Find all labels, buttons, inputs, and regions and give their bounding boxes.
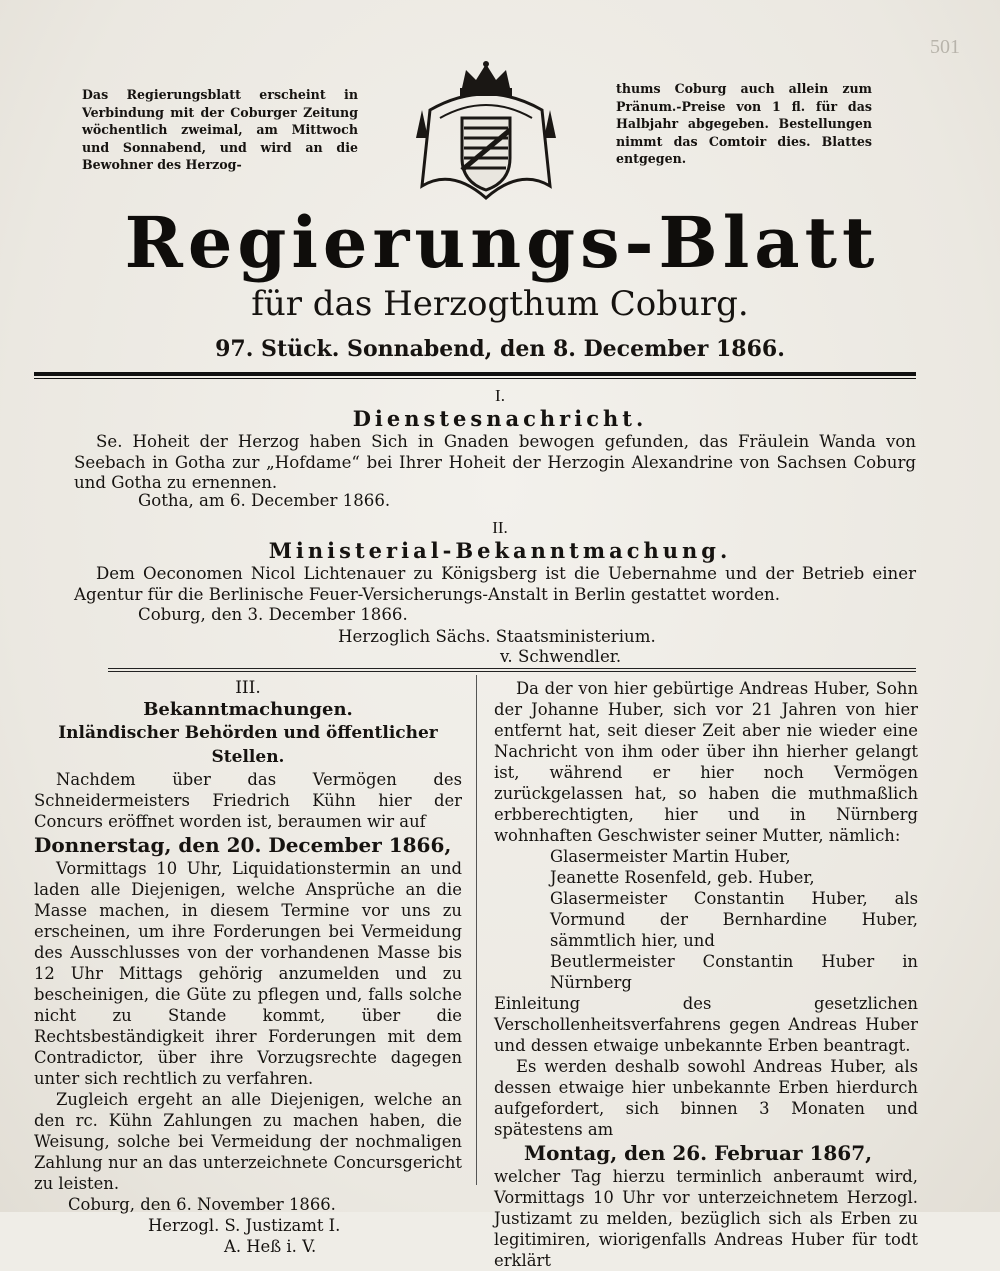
section-2-authority: Herzoglich Sächs. Staatsministerium.	[338, 627, 656, 646]
page-number: 501	[930, 36, 960, 58]
masthead-subtitle: für das Herzogthum Coburg.	[251, 284, 749, 324]
kuehn-body: Vormittags 10 Uhr, Liquidationstermin an und laden alle Diejenigen, welche Ansprüche an die Masse machen, in diesem Termine vor uns zu erscheinen, um ihre Forderungen bei Vermeidung des Ausschlusses von der vorhandenen Masse bis 12 Uhr Mittags gehörig anzumelden und zu bescheinigen, die Güte zu pflegen und, falls solche nicht zu Stande kommt, über die Rechtsbeständigkeit ihrer Forderungen mit dem Contradictor, über ihre Vorzugsrechte dagegen unter sich rechtlich zu verfahren.	[34, 859, 462, 1088]
section-1-body	[74, 432, 916, 494]
huber-body: Einleitung des gesetzlichen Verschollenheitsverfahrens gegen Andreas Huber und dessen etwaige unbekannte Erben beantragt.	[494, 994, 918, 1055]
section-1-heading: Dienstesnachricht.	[352, 406, 648, 431]
header-left-notice: Das Regierungsblatt erscheint in Verbindung mit der Coburger Zeitung wöchentlich zweimal, am Mittwoch und Sonnabend, und wird an die Bewohner des Herzog-	[82, 87, 358, 172]
right-column	[494, 678, 918, 1271]
issue-line: 97. Stück. Sonnabend, den 8. December 1866.	[215, 336, 785, 362]
section-1-number: I.	[495, 386, 505, 405]
section-divider-thin	[108, 671, 916, 672]
huber-intro: Da der von hier gebürtige Andreas Huber, Sohn der Johanne Huber, sich vor 21 Jahren von hier entfernt hat, seit dieser Zeit aber nie wieder eine Nachricht von ihm oder über ihn hierher gelangt ist, während er hier noch Vermögen zurückgelassen hat, so haben die muthmaßlich erbberechtigten, hier und in Nürnberg wohnhaften Geschwister seiner Mutter, nämlich:	[494, 679, 918, 845]
section-2-heading: Ministerial-Bekanntmachung.	[268, 538, 732, 563]
column-divider	[476, 675, 477, 1185]
header-rule	[34, 372, 916, 376]
huber-body-3: welcher Tag hierzu terminlich anberaumt wird, Vormittags 10 Uhr vor unterzeichnetem Herzogl. Justizamt zu melden, bezüglich sich als Erben zu legitimiren, wiorigenfalls Andreas Huber für todt erklärt	[494, 1167, 918, 1270]
section-1-place-date: Gotha, am 6. December 1866.	[138, 491, 391, 510]
kuehn-intro: Nachdem über das Vermögen des Schneidermeisters Friedrich Kühn hier der Concurs eröffnet worden ist, beraumen wir auf	[34, 770, 462, 831]
section-2-text: Dem Oeconomen Nicol Lichtenauer zu Königsberg ist die Uebernahme und der Betrieb einer Agentur für die Berlinische Feuer-Versicherungs-Anstalt in Berlin gestattet worden.	[74, 564, 916, 604]
section-2-place-date: Coburg, den 3. December 1866.	[138, 605, 408, 624]
section-3-subheading: Inländischer Behörden und öffentlicher Stellen.	[58, 723, 438, 767]
section-2-signature: v. Schwendler.	[500, 647, 622, 666]
kuehn-date: Donnerstag, den 20. December 1866,	[34, 833, 452, 857]
huber-list-item: Glasermeister Martin Huber,	[550, 847, 791, 866]
kuehn-signature: A. Heß i. V.	[224, 1237, 317, 1256]
huber-date: Montag, den 26. Februar 1867,	[524, 1141, 873, 1165]
masthead-title: Regierungs-Blatt	[124, 201, 880, 284]
kuehn-body-2: Zugleich ergeht an alle Diejenigen, welche an den rc. Kühn Zahlungen zu machen haben, die Weisung, solche bei Vermeidung der nochmaligen Zahlung nur an das unterzeichnete Concursgericht zu leisten.	[34, 1090, 462, 1193]
section-2-number: II.	[492, 518, 508, 537]
section-2-body	[74, 564, 916, 605]
huber-body-2: Es werden deshalb sowohl Andreas Huber, als dessen etwaige hier unbekannte Erben hierdurch aufgefordert, sich binnen 3 Monaten und spätestens am	[494, 1057, 918, 1139]
huber-list-item: Glasermeister Constantin Huber, als Vormund der Bernhardine Huber, sämmtlich hier, und	[550, 889, 918, 950]
section-3-number: III.	[235, 678, 261, 698]
section-3-heading: Bekanntmachungen.	[143, 699, 353, 720]
kuehn-place-date: Coburg, den 6. November 1866.	[68, 1195, 336, 1214]
header-right-notice: thums Coburg auch allein zum Pränum.-Preise von 1 fl. für das Halbjahr abgegeben. Bestellungen nimmt das Comtoir dies. Blattes entgegen.	[616, 81, 872, 166]
section-divider	[108, 668, 916, 669]
kuehn-authority: Herzogl. S. Justizamt I.	[148, 1216, 341, 1235]
huber-list-item: Beutlermeister Constantin Huber in Nürnberg	[550, 952, 918, 992]
left-column	[34, 678, 462, 1257]
section-1-text: Se. Hoheit der Herzog haben Sich in Gnaden bewogen gefunden, das Fräulein Wanda von Seebach in Gotha zur „Hofdame“ bei Ihrer Hoheit der Herzogin Alexandrine von Sachsen Coburg und Gotha zu ernennen.	[74, 432, 916, 492]
coat-of-arms-icon	[400, 58, 572, 208]
header-rule-thin	[34, 378, 916, 379]
huber-list-item: Jeanette Rosenfeld, geb. Huber,	[550, 868, 815, 887]
